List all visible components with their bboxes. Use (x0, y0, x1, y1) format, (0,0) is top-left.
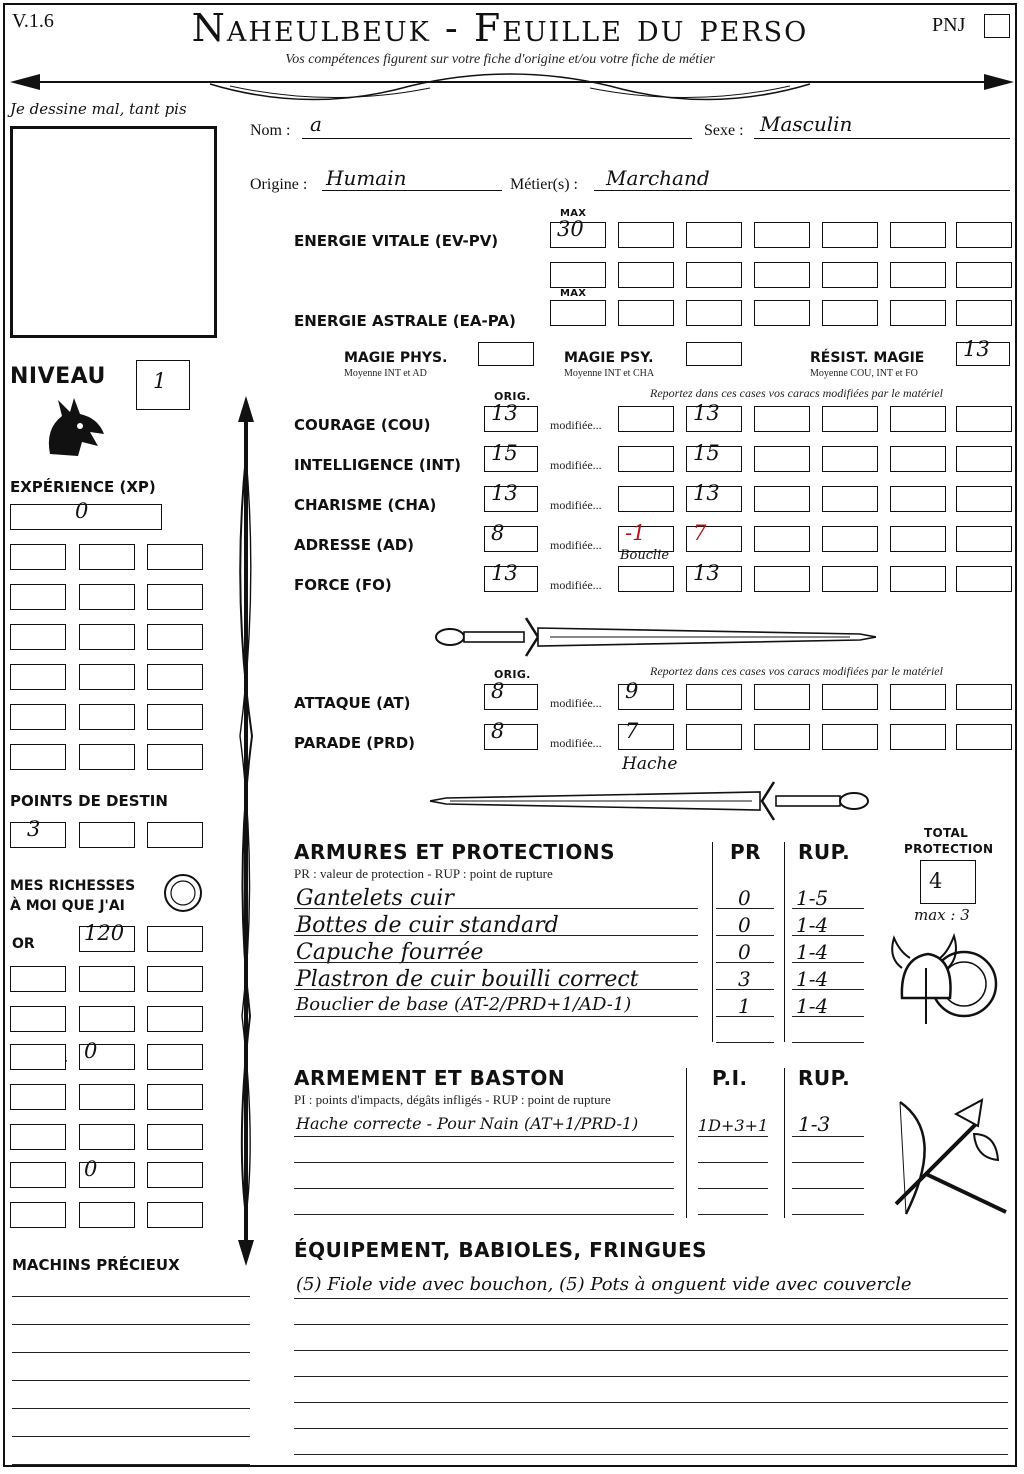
carac-report-box[interactable] (822, 566, 878, 592)
experience-label: EXPÉRIENCE (XP) (10, 478, 156, 496)
argent-box[interactable] (10, 1084, 66, 1110)
carac-report-box[interactable] (822, 446, 878, 472)
sword-ornament (430, 614, 876, 660)
armures-col-rup: RUP. (798, 840, 851, 864)
equipement-line[interactable] (294, 1298, 1008, 1299)
carac-orig-box[interactable]: 8 (484, 526, 538, 552)
nom-field-line[interactable] (302, 138, 692, 139)
argent-box[interactable] (147, 1124, 203, 1150)
ea-box[interactable] (956, 300, 1012, 326)
armure-rup: 1-4 (796, 967, 829, 991)
equipement-line[interactable] (294, 1376, 1008, 1377)
carac-report-box[interactable] (822, 406, 878, 432)
armure-rup-line[interactable] (792, 908, 864, 909)
machins-line[interactable] (12, 1408, 250, 1409)
armement-line[interactable] (294, 1188, 674, 1189)
argent-box[interactable] (79, 1084, 135, 1110)
armure-pr-line[interactable] (716, 989, 774, 990)
cuivre-box[interactable]: 0 (79, 1162, 135, 1188)
carac-label: INTELLIGENCE (INT) (294, 456, 461, 474)
resist-magie-label: RÉSIST. MAGIE (810, 350, 925, 366)
machins-label: MACHINS PRÉCIEUX (12, 1256, 180, 1274)
carac-modif-label: modifiée... (550, 498, 602, 512)
machins-line[interactable] (12, 1380, 250, 1381)
ev-box[interactable] (686, 262, 742, 288)
armement-line[interactable] (294, 1136, 674, 1137)
equipement-line[interactable] (294, 1454, 1008, 1455)
cuivre-box[interactable] (10, 1162, 66, 1188)
xp-box[interactable] (147, 704, 203, 730)
cuivre-box[interactable] (79, 1202, 135, 1228)
carac-mod-box[interactable]: -1 (618, 526, 674, 552)
armement-rup: 1-3 (798, 1112, 831, 1136)
armement-line[interactable] (294, 1214, 674, 1215)
machins-line[interactable] (12, 1436, 250, 1437)
ev-box[interactable] (754, 262, 810, 288)
armure-name: Bottes de cuir standard (296, 913, 559, 938)
carac-orig-box[interactable]: 13 (484, 566, 538, 592)
ea-label: ENERGIE ASTRALE (EA-PA) (294, 312, 516, 330)
or-box[interactable] (79, 1006, 135, 1032)
armure-line[interactable] (792, 1042, 864, 1043)
combat-report-box[interactable] (686, 684, 742, 710)
armure-rup-line[interactable] (792, 935, 864, 936)
armures-col-pr: PR (730, 840, 762, 864)
xp-box[interactable] (10, 544, 66, 570)
carac-orig-box[interactable]: 13 (484, 486, 538, 512)
combat-report-box[interactable] (956, 724, 1012, 750)
armure-name: Capuche fourrée (296, 940, 484, 965)
combat-orig-box[interactable]: 8 (484, 684, 538, 710)
metier-value: Marchand (606, 166, 710, 190)
armure-name: Plastron de cuir bouilli correct (296, 967, 639, 992)
equipement-line-text: (5) Fiole vide avec bouchon, (5) Pots à onguent vide avec couvercle (296, 1274, 912, 1295)
combat-report-box[interactable] (754, 684, 810, 710)
carac-report-box[interactable] (822, 486, 878, 512)
richesses-label-1: MES RICHESSES (10, 878, 136, 894)
ev-box[interactable] (956, 222, 1012, 248)
ev-box[interactable] (686, 222, 742, 248)
magie-phys-label: MAGIE PHYS. (344, 350, 448, 366)
or-box[interactable] (147, 1006, 203, 1032)
caracs-orig-label: ORIG. (494, 390, 531, 403)
argent-box[interactable] (10, 1044, 66, 1070)
carac-label: COURAGE (COU) (294, 416, 431, 434)
combat-label: ATTAQUE (AT) (294, 694, 411, 712)
resist-magie-note: Moyenne COU, INT et FO (810, 368, 918, 379)
armure-line[interactable] (294, 1016, 698, 1017)
xp-box[interactable] (10, 624, 66, 650)
combat-modif-label: modifiée... (550, 736, 602, 750)
carac-orig-box[interactable]: 13 (484, 406, 538, 432)
combat-report-note: Reportez dans ces cases vos caracs modifiées par le matériel (650, 664, 943, 678)
ev-box[interactable] (754, 222, 810, 248)
ev-box[interactable] (550, 262, 606, 288)
armure-rup: 1-4 (796, 913, 829, 937)
armure-line[interactable] (294, 935, 698, 936)
carac-report-box[interactable] (956, 566, 1012, 592)
sword-ornament (430, 778, 876, 824)
armement-rup-line[interactable] (792, 1214, 864, 1215)
weapons-icon (886, 1094, 1012, 1220)
carac-modif-label: modifiée... (550, 418, 602, 432)
carac-report-box[interactable]: 13 (686, 406, 742, 432)
xp-box[interactable] (79, 744, 135, 770)
armement-rup-line[interactable] (792, 1188, 864, 1189)
xp-box[interactable] (10, 664, 66, 690)
or-box[interactable] (10, 1006, 66, 1032)
nom-label: Nom : (250, 122, 291, 139)
armement-col-rup: RUP. (798, 1066, 851, 1090)
ev-box[interactable] (822, 262, 878, 288)
portrait-box[interactable] (10, 126, 217, 338)
cuivre-box[interactable] (147, 1202, 203, 1228)
destin-box[interactable] (79, 822, 135, 848)
carac-report-box[interactable] (890, 446, 946, 472)
origine-value: Humain (326, 166, 407, 190)
coin-icon (162, 872, 204, 914)
armure-pr: 1 (738, 994, 751, 1018)
metier-field-line[interactable] (594, 190, 1010, 191)
carac-report-box[interactable] (754, 446, 810, 472)
armement-line[interactable] (294, 1162, 674, 1163)
ev-box[interactable] (956, 262, 1012, 288)
carac-label: FORCE (FO) (294, 576, 392, 594)
armure-pr-line[interactable] (716, 962, 774, 963)
total-protection-label-1: TOTAL (924, 826, 969, 840)
combat-modif-label: modifiée... (550, 696, 602, 710)
experience-box[interactable]: 0 (10, 504, 162, 530)
armement-pi-line[interactable] (698, 1162, 768, 1163)
or-box[interactable] (147, 926, 203, 952)
carac-report-box[interactable] (956, 446, 1012, 472)
carac-orig-box[interactable]: 15 (484, 446, 538, 472)
carac-mod-box[interactable] (618, 446, 674, 472)
armure-name: Gantelets cuir (296, 886, 454, 911)
combat-report-box[interactable] (822, 684, 878, 710)
carac-report-box[interactable]: 15 (686, 446, 742, 472)
argent-box[interactable] (10, 1124, 66, 1150)
ev-max-box[interactable]: 30 (550, 222, 606, 248)
armure-rup: 1-4 (796, 994, 829, 1018)
equipement-line[interactable] (294, 1324, 1008, 1325)
total-protection-label-2: PROTECTION (904, 842, 994, 856)
destin-box[interactable] (147, 822, 203, 848)
armures-divider (712, 842, 713, 1042)
carac-report-box[interactable] (956, 406, 1012, 432)
equipement-line[interactable] (294, 1428, 1008, 1429)
xp-box[interactable] (147, 624, 203, 650)
ea-max-label: MAX (560, 288, 587, 299)
carac-report-box[interactable]: 13 (686, 486, 742, 512)
armement-divider (686, 1068, 687, 1218)
xp-box[interactable] (79, 664, 135, 690)
page-subtitle: Vos compétences figurent sur votre fiche d'origine et/ou votre fiche de métier (285, 52, 715, 67)
argent-box[interactable] (147, 1044, 203, 1070)
origine-label: Origine : (250, 176, 308, 193)
sexe-field-line[interactable] (754, 138, 1010, 139)
armement-note: PI : points d'impacts, dégâts infligés - RUP : point de rupture (294, 1092, 611, 1107)
ea-max-box[interactable] (550, 300, 606, 326)
carac-mod-box[interactable] (618, 406, 674, 432)
armures-note: PR : valeur de protection - RUP : point de rupture (294, 866, 553, 881)
total-protection-box[interactable]: 4 (920, 860, 976, 904)
pnj-label: PNJ (932, 14, 966, 36)
armement-pi-line[interactable] (698, 1214, 768, 1215)
carac-report-box[interactable] (890, 566, 946, 592)
xp-box[interactable] (10, 584, 66, 610)
ev-box[interactable] (618, 262, 674, 288)
vertical-spear-ornament (228, 396, 264, 1266)
cuivre-box[interactable] (10, 1202, 66, 1228)
equipement-title: ÉQUIPEMENT, BABIOLES, FRINGUES (294, 1238, 708, 1262)
xp-box[interactable] (79, 624, 135, 650)
niveau-label: NIVEAU (10, 364, 106, 389)
cuivre-box[interactable] (147, 1162, 203, 1188)
carac-report-box[interactable] (890, 526, 946, 552)
machins-line[interactable] (12, 1352, 250, 1353)
or-box[interactable]: 120 (79, 926, 135, 952)
combat-report-box[interactable] (754, 724, 810, 750)
carac-report-box[interactable] (754, 486, 810, 512)
xp-box[interactable] (79, 584, 135, 610)
version-label: V.1.6 (12, 10, 54, 32)
armement-title: ARMEMENT ET BASTON (294, 1066, 566, 1090)
magie-psy-note: Moyenne INT et CHA (564, 368, 655, 379)
armure-pr-line[interactable] (716, 908, 774, 909)
carac-report-box[interactable] (890, 406, 946, 432)
armement-rup-line[interactable] (792, 1162, 864, 1163)
combat-report-box[interactable] (890, 724, 946, 750)
carac-report-box[interactable]: 13 (686, 566, 742, 592)
magie-phys-note: Moyenne INT et AD (344, 368, 427, 379)
combat-report-box[interactable] (890, 684, 946, 710)
equipement-line[interactable] (294, 1402, 1008, 1403)
equipement-line[interactable] (294, 1350, 1008, 1351)
armement-name: Hache correcte - Pour Nain (AT+1/PRD-1) (296, 1114, 639, 1133)
carac-label: ADRESSE (AD) (294, 536, 415, 554)
or-box[interactable] (10, 966, 66, 992)
armure-line[interactable] (294, 989, 698, 990)
ev-box[interactable] (890, 262, 946, 288)
or-label: OR (12, 936, 35, 952)
xp-box[interactable] (10, 744, 66, 770)
argent-box[interactable] (79, 1124, 135, 1150)
richesses-label-2: À MOI QUE J'AI (10, 898, 125, 914)
nom-value: a (310, 112, 322, 136)
carac-report-box[interactable] (754, 526, 810, 552)
xp-box[interactable] (147, 544, 203, 570)
dragon-icon (40, 394, 110, 464)
portrait-caption: Je dessine mal, tant pis (10, 100, 187, 118)
armure-rup: 1-5 (796, 886, 829, 910)
destin-box[interactable]: 3 (10, 822, 66, 848)
armure-pr: 0 (738, 940, 751, 964)
sexe-label: Sexe : (704, 122, 744, 139)
caracs-report-note: Reportez dans ces cases vos caracs modifiées par le matériel (650, 386, 943, 400)
armure-line[interactable] (294, 908, 698, 909)
destin-label: POINTS DE DESTIN (10, 792, 168, 810)
ea-box[interactable] (754, 300, 810, 326)
ea-box[interactable] (686, 300, 742, 326)
magie-psy-box[interactable] (686, 342, 742, 366)
armement-pi: 1D+3+1 (698, 1116, 769, 1135)
armure-pr: 0 (738, 886, 751, 910)
armement-col-pi: P.I. (712, 1066, 748, 1090)
xp-box[interactable] (147, 584, 203, 610)
armement-pi-line[interactable] (698, 1188, 768, 1189)
carac-label: CHARISME (CHA) (294, 496, 437, 514)
ea-box[interactable] (890, 300, 946, 326)
combat-orig-box[interactable]: 8 (484, 724, 538, 750)
argent-box[interactable] (147, 1084, 203, 1110)
machins-line[interactable] (12, 1324, 250, 1325)
niveau-box[interactable]: 1 (136, 360, 190, 410)
machins-line[interactable] (12, 1464, 250, 1465)
xp-box[interactable] (79, 704, 135, 730)
armement-rup-line[interactable] (792, 1136, 864, 1137)
ev-box[interactable] (822, 222, 878, 248)
armure-line[interactable] (716, 1042, 774, 1043)
carac-modif-label: modifiée... (550, 578, 602, 592)
magie-psy-label: MAGIE PSY. (564, 350, 654, 366)
ev-max-label: MAX (560, 208, 587, 219)
xp-box[interactable] (147, 744, 203, 770)
origine-field-line[interactable] (322, 190, 502, 191)
combat-report-box[interactable] (956, 684, 1012, 710)
combat-weapon-note: Hache (622, 754, 678, 774)
pnj-checkbox[interactable] (984, 14, 1010, 38)
combat-mod-box[interactable]: 7 (618, 724, 674, 750)
ea-box[interactable] (618, 300, 674, 326)
armure-line[interactable] (294, 962, 698, 963)
helmet-shield-icon (888, 928, 998, 1038)
carac-report-box[interactable] (890, 486, 946, 512)
argent-box[interactable]: 0 (79, 1044, 135, 1070)
carac-mod-box[interactable] (618, 486, 674, 512)
armure-rup: 1-4 (796, 940, 829, 964)
carac-report-box[interactable] (754, 566, 810, 592)
page-title: Naheulbeuk - Feuille du perso (191, 6, 809, 50)
carac-report-box[interactable]: 7 (686, 526, 742, 552)
armure-name: Bouclier de base (AT-2/PRD+1/AD-1) (296, 994, 632, 1015)
armures-divider (784, 842, 785, 1042)
armement-pi-line[interactable] (698, 1136, 768, 1137)
ea-box[interactable] (822, 300, 878, 326)
carac-mod-box[interactable] (618, 566, 674, 592)
combat-label: PARADE (PRD) (294, 734, 416, 752)
ev-label: ENERGIE VITALE (EV-PV) (294, 232, 499, 250)
xp-box[interactable] (10, 704, 66, 730)
metier-label: Métier(s) : (510, 176, 578, 193)
carac-report-box[interactable] (956, 486, 1012, 512)
carac-report-box[interactable] (754, 406, 810, 432)
armure-pr: 0 (738, 913, 751, 937)
armure-rup-line[interactable] (792, 989, 864, 990)
xp-box[interactable] (147, 664, 203, 690)
combat-orig-label: ORIG. (494, 668, 531, 681)
combat-report-box[interactable] (686, 724, 742, 750)
armement-divider (784, 1068, 785, 1218)
resist-magie-box[interactable]: 13 (956, 342, 1010, 366)
machins-line[interactable] (12, 1296, 250, 1297)
xp-box[interactable] (79, 544, 135, 570)
armure-rup-line[interactable] (792, 1016, 864, 1017)
carac-modif-label: modifiée... (550, 458, 602, 472)
armure-rup-line[interactable] (792, 962, 864, 963)
armures-title: ARMURES ET PROTECTIONS (294, 840, 615, 864)
or-box[interactable] (79, 966, 135, 992)
armure-pr-line[interactable] (716, 1016, 774, 1017)
sexe-value: Masculin (760, 112, 853, 136)
armure-pr: 3 (738, 967, 751, 991)
ev-box[interactable] (618, 222, 674, 248)
carac-report-box[interactable] (956, 526, 1012, 552)
ev-box[interactable] (890, 222, 946, 248)
carac-report-box[interactable] (822, 526, 878, 552)
combat-report-box[interactable] (822, 724, 878, 750)
carac-modif-label: modifiée... (550, 538, 602, 552)
total-protection-max: max : 3 (914, 906, 970, 924)
magie-phys-box[interactable] (478, 342, 534, 366)
combat-mod-box[interactable]: 9 (618, 684, 674, 710)
carac-mod-note: Bouclie (620, 548, 670, 563)
or-box[interactable] (147, 966, 203, 992)
armure-pr-line[interactable] (716, 935, 774, 936)
